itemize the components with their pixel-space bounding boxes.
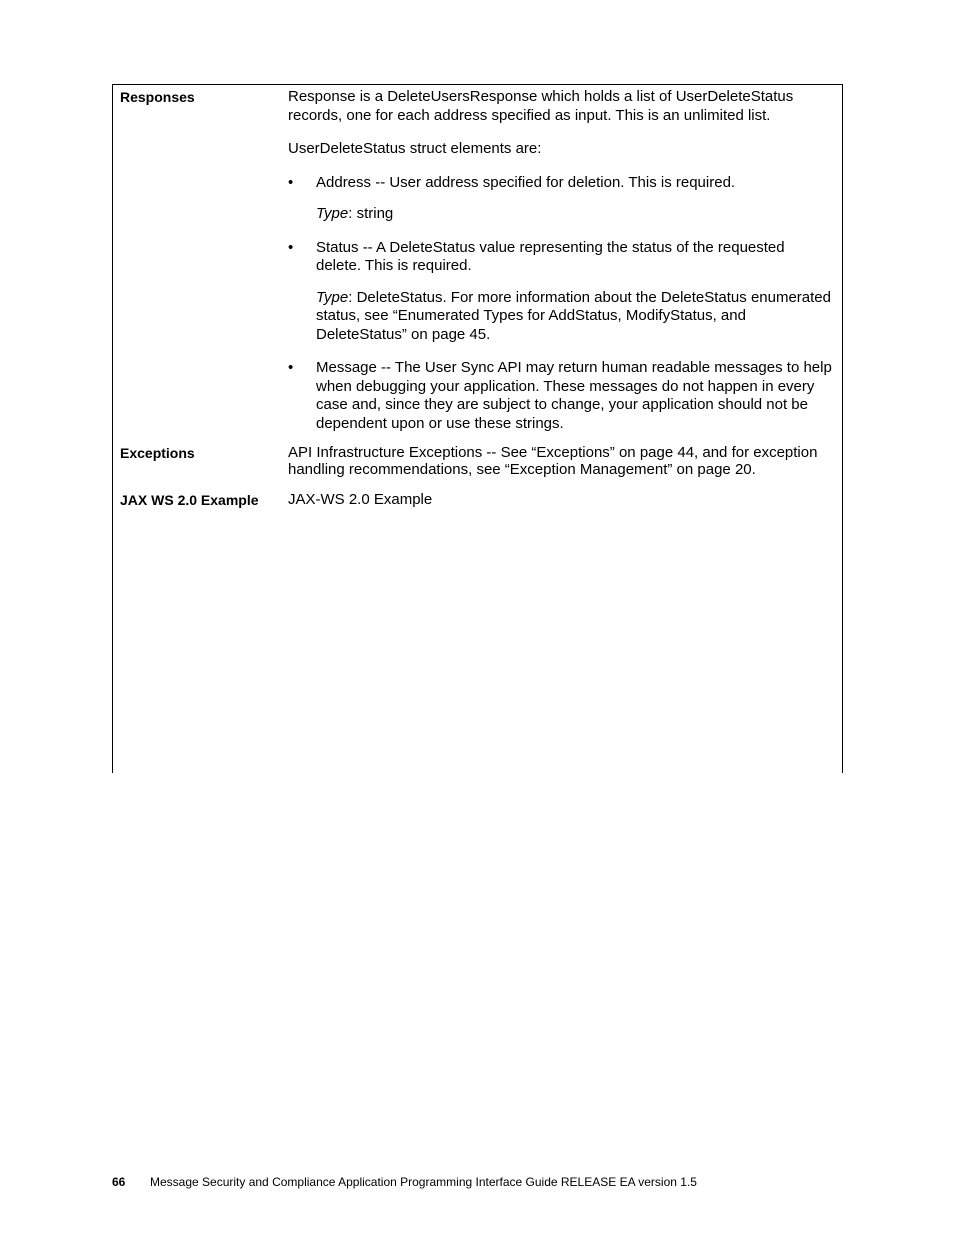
exceptions-content (288, 444, 833, 478)
address-type-value: : string (348, 205, 394, 222)
bullet-status (288, 239, 833, 276)
status-type-value: : DeleteStatus. For more information about the DeleteStatus enumerated status, see “Enumerated Types for AddStatus, ModifyStatus, and DeleteStatus” on page 45. (316, 288, 831, 343)
bullet-message-text: Message -- The User Sync API may return human readable messages to help when debugging your application. These messages do not happen in every case and, since they are subject to change, your application should not be dependent upon or use these strings. (316, 359, 832, 432)
exceptions-label: Exceptions (120, 445, 195, 461)
responses-intro: Response is a DeleteUsersResponse which holds a list of UserDeleteStatus records, one for each address specified as input. This is an unlimited list. (288, 88, 794, 124)
struct-heading: UserDeleteStatus struct elements are: (288, 140, 542, 157)
reference-table (112, 84, 843, 773)
bullet-address-text: Address -- User address specified for deletion. This is required. (316, 173, 736, 191)
page-number: 66 (112, 1175, 126, 1189)
bullet-icon: • (288, 173, 294, 191)
bullet-message (288, 359, 833, 433)
example-content (288, 491, 833, 510)
status-type-label: Type (316, 288, 349, 306)
example-label: JAX WS 2.0 Example (120, 492, 259, 508)
page-footer (112, 1175, 697, 1189)
bullet-status-text: Status -- A DeleteStatus value representing the status of the requested delete. This is required. (316, 238, 785, 274)
exceptions-text: API Infrastructure Exceptions -- See “Exceptions” on page 44, and for exception handling recommendations, see “Exception Management” on page 20. (288, 444, 818, 478)
footer-title: Message Security and Compliance Application Programming Interface Guide RELEASE EA version 1.5 (150, 1175, 697, 1189)
bullet-icon: • (288, 359, 294, 376)
status-type (288, 289, 833, 345)
responses-label: Responses (120, 89, 195, 105)
example-text: JAX-WS 2.0 Example (288, 491, 433, 508)
responses-content (288, 88, 833, 433)
address-type-label: Type (316, 205, 349, 222)
address-type (288, 205, 833, 224)
bullet-address (288, 174, 833, 193)
bullet-icon: • (288, 238, 294, 256)
